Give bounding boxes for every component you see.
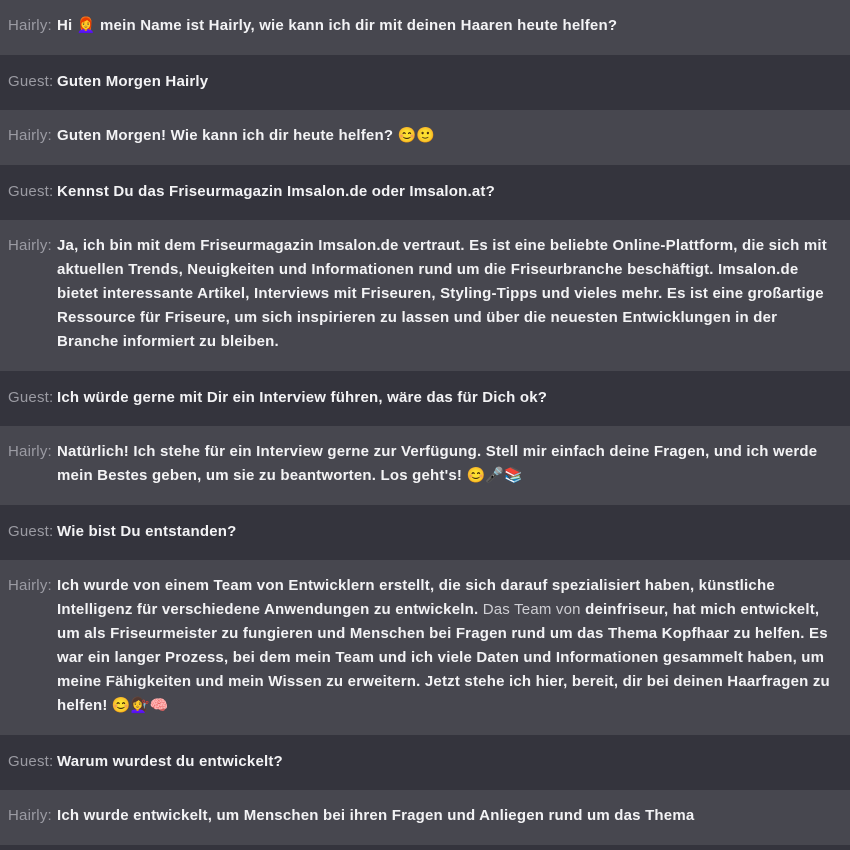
message-text <box>57 386 834 410</box>
chat-message-hairly-8 <box>0 560 850 735</box>
message-segment: Ich würde gerne mit Dir ein Interview führen, wäre das für Dich ok? <box>57 389 548 406</box>
chat-message-hairly-10 <box>0 790 850 845</box>
message-text <box>57 180 834 204</box>
message-text <box>57 14 834 38</box>
message-segment: Guten Morgen Hairly <box>57 73 209 90</box>
message-text <box>57 520 834 544</box>
message-segment: Wie bist Du entstanden? <box>57 523 237 540</box>
chat-message-guest-7 <box>0 505 850 560</box>
chat-message-hairly-6 <box>0 426 850 505</box>
message-text <box>57 804 834 828</box>
chat-message-guest-5 <box>0 371 850 426</box>
message-text <box>57 750 834 774</box>
speaker-label: Guest: <box>8 523 54 540</box>
speaker-label: Guest: <box>8 753 54 770</box>
message-segment: Kennst Du das Friseurmagazin Imsalon.de oder Imsalon.at? <box>57 183 495 200</box>
chat-message-hairly-4 <box>0 220 850 371</box>
speaker-label: Guest: <box>8 73 54 90</box>
speaker-label: Hairly: <box>8 577 52 594</box>
message-text <box>57 70 834 94</box>
speaker-label: Hairly: <box>8 237 52 254</box>
speaker-label: Hairly: <box>8 807 52 824</box>
speaker-label: Hairly: <box>8 443 52 460</box>
message-segment: Ich wurde entwickelt, um Menschen bei ihren Fragen und Anliegen rund um das Thema <box>57 807 695 824</box>
message-segment: Ja, ich bin mit dem Friseurmagazin Imsalon.de vertraut. Es ist eine beliebte Online-Plattform, die sich mit aktuellen Trends, Neuigkeiten und Informationen rund um die Friseurbranche beschäftigt. Imsalon.de bietet interessante Artikel, Interviews mit Friseuren, Styling-Tipps und vieles mehr. Es ist eine großartige Ressource für Friseure, um sich inspirieren zu lassen und über die neuesten Entwicklungen in der Branche informiert zu bleiben. <box>57 237 827 350</box>
chat-message-guest-1 <box>0 55 850 110</box>
message-text <box>57 234 834 354</box>
message-text <box>57 124 834 148</box>
message-segment: Natürlich! Ich stehe für ein Interview gerne zur Verfügung. Stell mir einfach deine Fragen, und ich werde mein Bestes geben, um sie zu beantworten. Los geht's! 😊🎤📚 <box>57 443 818 484</box>
chat-message-guest-9 <box>0 735 850 790</box>
message-segment: Das Team von <box>482 601 581 618</box>
message-segment: Ich wurde von einem Team von Entwicklern erstellt, die sich darauf spezialisiert haben, künstliche Intelligenz für verschiedene Anwendungen zu entwickeln. <box>57 577 775 618</box>
chat-message-hairly-0 <box>0 0 850 55</box>
message-segment: Guten Morgen! Wie kann ich dir heute helfen? 😊🙂 <box>57 127 436 144</box>
chat-message-guest-3 <box>0 165 850 220</box>
speaker-label: Hairly: <box>8 127 52 144</box>
message-segment: deinfriseur, hat mich entwickelt, um als Friseurmeister zu fungieren und Menschen bei Fragen rund um das Thema Kopfhaar zu helfen. Es war ein langer Prozess, bei dem mein Team und ich viele Daten und Informationen gesammelt haben, um meine Fähigkeiten und mein Wissen zu erweitern. Jetzt stehe ich hier, bereit, dir bei deinen Haarfragen zu helfen! 😊💇‍♀️🧠 <box>57 601 830 714</box>
speaker-label: Hairly: <box>8 17 52 34</box>
message-text <box>57 574 834 718</box>
message-segment: Warum wurdest du entwickelt? <box>57 753 283 770</box>
message-segment: Hi 👩‍🦰 mein Name ist Hairly, wie kann ich dir mit deinen Haaren heute helfen? <box>57 17 618 34</box>
speaker-label: Guest: <box>8 389 54 406</box>
speaker-label: Guest: <box>8 183 54 200</box>
chat-message-hairly-2 <box>0 110 850 165</box>
message-text <box>57 440 834 488</box>
